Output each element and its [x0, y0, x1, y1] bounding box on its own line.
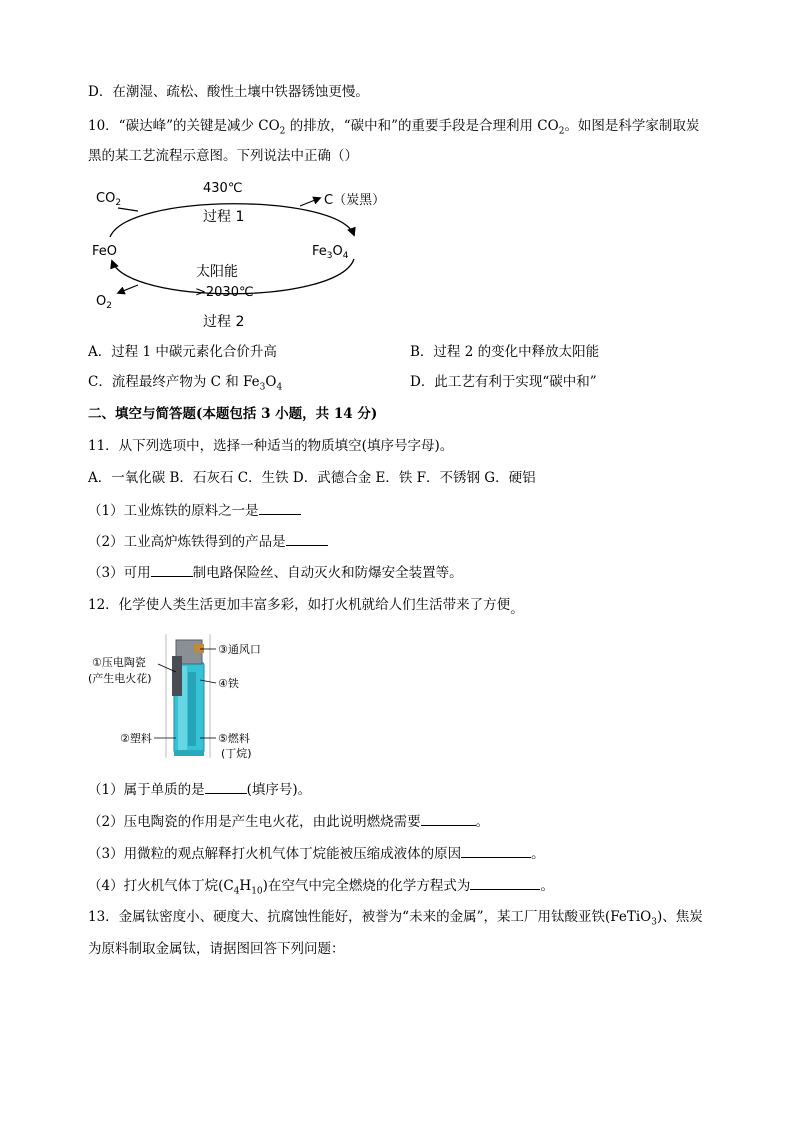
label-vent: ③通风口: [218, 643, 261, 656]
label-plastic: ②塑料: [120, 732, 152, 745]
q12-sub3: （3）用微粒的观点解释打火机气体丁烷能被压缩成液体的原因 。: [88, 846, 545, 862]
q10-process-diagram: [88, 175, 398, 335]
label-piezo: ①压电陶瓷: [92, 656, 146, 669]
q11-sub3-blank[interactable]: [151, 563, 193, 577]
q12-sub2: （2）压电陶瓷的作用是产生电火花，由此说明燃烧需要 。: [88, 814, 490, 830]
section2-heading: 二、填空与简答题(本题包括 3 小题，共 14 分): [88, 406, 378, 422]
temp1-label: 430℃: [203, 181, 243, 196]
q10-option-d: D．此工艺有利于实现“碳中和”: [410, 374, 597, 390]
q12-sub3-blank[interactable]: [461, 844, 531, 858]
process2-label: 过程 2: [203, 314, 245, 330]
q10-option-b: B．过程 2 的变化中释放太阳能: [410, 344, 600, 360]
fe3o4-label: $Fe_3O_4$: [312, 244, 349, 261]
label-iron: ④铁: [218, 677, 239, 690]
lighter-tube: [188, 672, 196, 746]
lighter-vent: [194, 644, 204, 653]
feo-label: FeO: [92, 244, 117, 259]
q12-sub4-blank[interactable]: [470, 876, 540, 890]
q12-sub4: （4）打火机气体丁烷$(C_4H_{10})$在空气中完全燃烧的化学方程式为 。: [88, 878, 554, 897]
temp2-label: >2030℃: [195, 285, 254, 300]
c-out-arrow: [300, 198, 320, 206]
q11-sub3: （3）可用 制电路保险丝、自动灭火和防爆安全装置等。: [88, 565, 463, 581]
q12-stem: 12．化学使人类生活更加丰富多彩，如打火机就给人们生活带来了方便。: [88, 597, 524, 617]
co2-line: [118, 208, 138, 211]
lighter-igniter: [172, 656, 182, 696]
q10-stem-line2: 黑的某工艺流程示意图。下列说法中正确（）: [88, 148, 358, 164]
q12-sub1-blank[interactable]: [205, 780, 247, 794]
q10-stem-line1: 10．“碳达峰”的关键是减少 $CO_2$ 的排放，“碳中和”的重要手段是合理利用 $CO_2$。如图是科学家制取炭: [88, 118, 700, 137]
q13-line2: 为原料制取金属钛，请据图回答下列问题：: [88, 941, 345, 957]
label-piezo-note: (产生电火花): [88, 672, 152, 685]
q11-sub1-blank[interactable]: [259, 501, 301, 515]
o2-label: $O_2$: [96, 294, 112, 311]
q11-options: A．一氧化碳 B．石灰石 C．生铁 D．武德合金 E．铁 F．不锈钢 G．硬铝: [88, 470, 536, 486]
q9-option-d: D．在潮湿、疏松、酸性土壤中铁器锈蚀更慢。: [88, 84, 369, 100]
q11-stem: 11．从下列选项中，选择一种适当的物质填空(填序号字母)。: [88, 438, 454, 454]
q12-sub1: （1）属于单质的是 (填序号)。: [88, 782, 312, 798]
q11-sub1: （1）工业炼铁的原料之一是: [88, 501, 301, 520]
q11-sub2: （2）工业高炉炼铁得到的产品是: [88, 532, 328, 551]
solar-label: 太阳能: [196, 264, 238, 280]
label-butane: (丁烷): [221, 747, 252, 760]
o2-out-arrow: [118, 285, 138, 293]
co2-label: $CO_2$: [96, 191, 122, 208]
process1-label: 过程 1: [203, 209, 245, 225]
q10-option-c: C．流程最终产物为 C 和 $Fe_3O_4$: [88, 374, 283, 393]
q10-option-a: A．过程 1 中碳元素化合价升高: [88, 344, 277, 360]
lighter-figure: [88, 632, 288, 762]
c-product-label: C（炭黑）: [324, 193, 386, 208]
lighter-bottom: [174, 750, 204, 756]
q12-sub2-blank[interactable]: [421, 812, 476, 826]
q11-sub2-blank[interactable]: [286, 532, 328, 546]
label-fuel: ⑤燃料: [218, 732, 250, 745]
q13-line1: 13．金属钛密度小、硬度大、抗腐蚀性能好，被誉为“未来的金属”，某工厂用钛酸亚铁(FeTiO$_3$)、焦炭: [88, 909, 703, 928]
